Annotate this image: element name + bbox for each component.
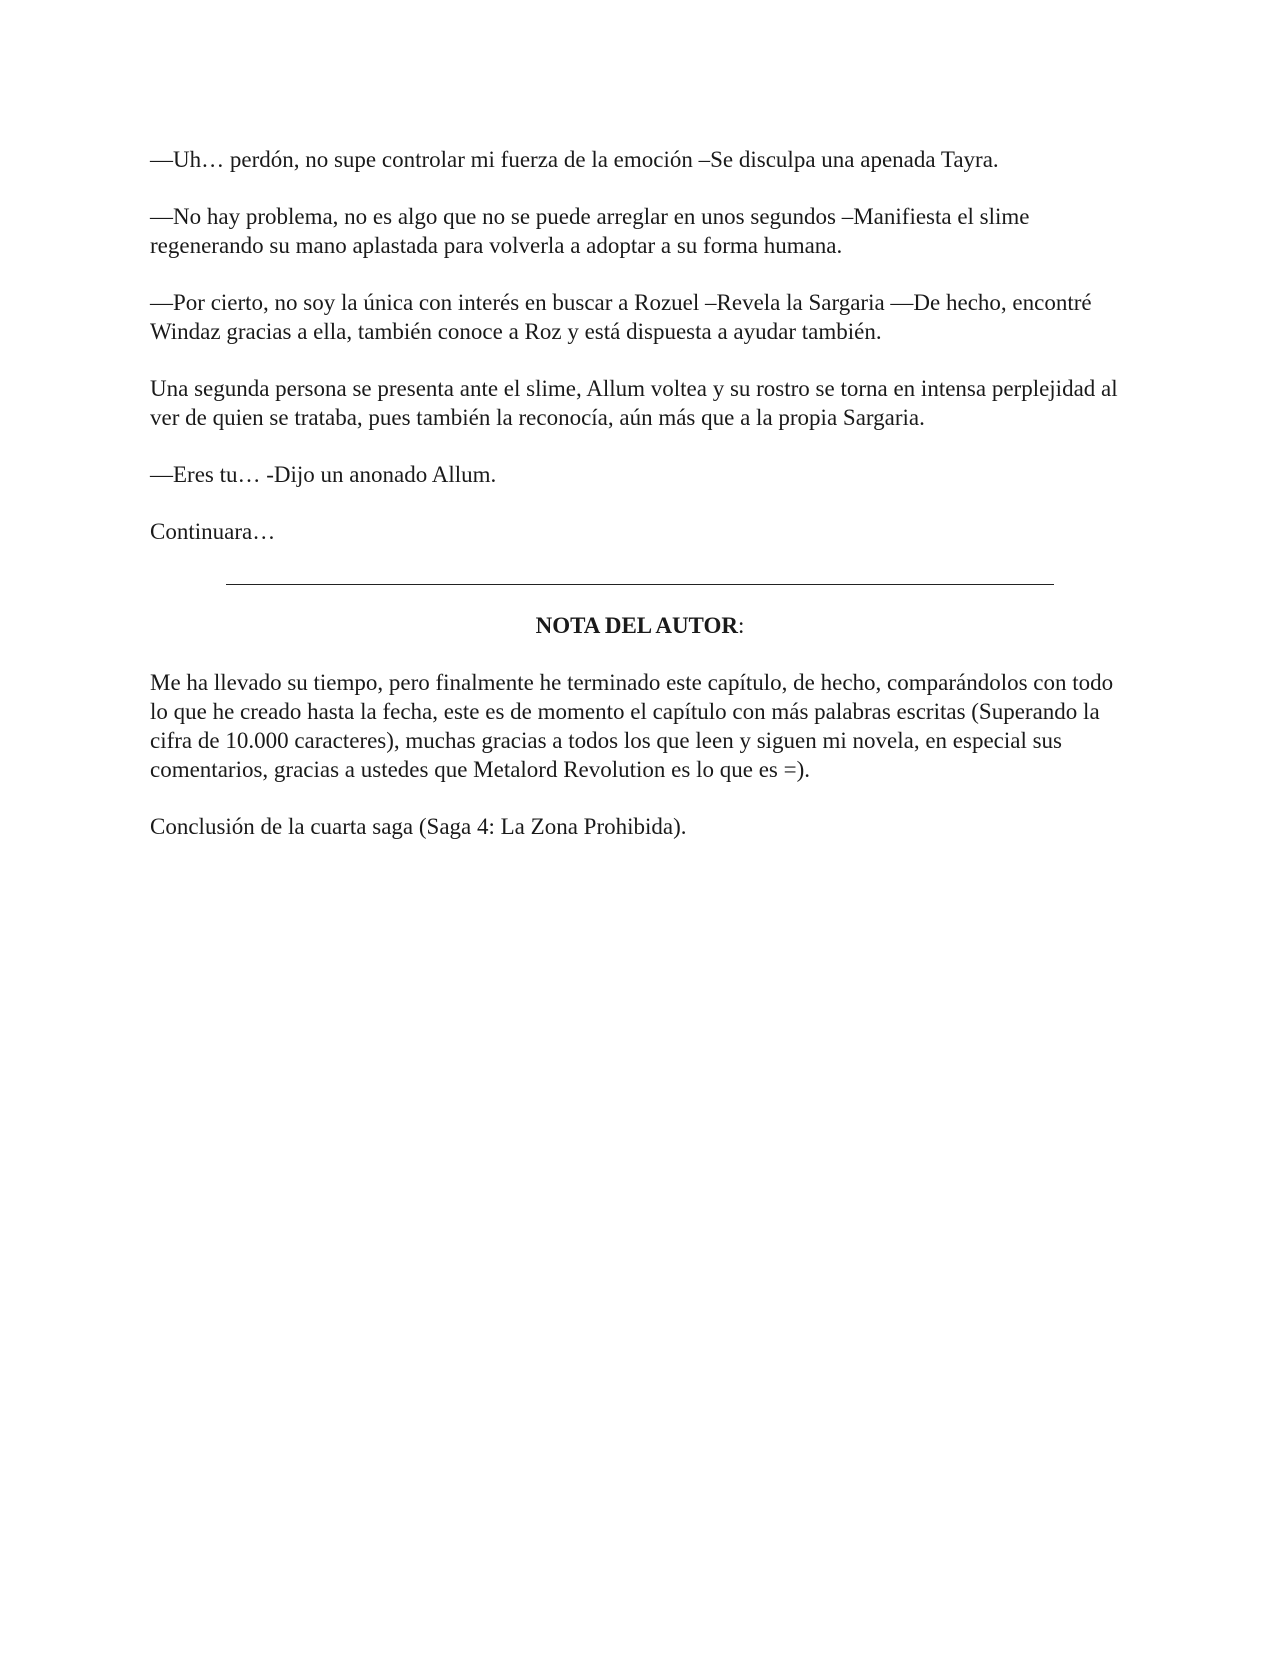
author-note-heading: [150, 611, 1130, 640]
section-divider: [226, 584, 1054, 585]
author-note-paragraph: Me ha llevado su tiempo, pero finalmente he terminado este capítulo, de hecho, comparándolos con todo lo que he creado hasta la fecha, este es de momento el capítulo con más palabras escritas (Superando la cifra de 10.000 caracteres), muchas gracias a todos los que leen y siguen mi novela, en especial sus comentarios, gracias a ustedes que Metalord Revolution es lo que es =).: [150, 670, 1114, 782]
document-page: [150, 145, 1130, 869]
story-paragraph: —No hay problema, no es algo que no se puede arreglar en unos segundos –Manifiesta el slime regenerando su mano aplastada para volverla a adoptar a su forma humana.: [150, 204, 1030, 258]
story-paragraph: —Por cierto, no soy la única con interés en buscar a Rozuel –Revela la Sargaria —De hecho, encontré Windaz gracias a ella, también conoce a Roz y está dispuesta a ayudar también.: [150, 290, 1092, 344]
story-paragraph: Continuara…: [150, 519, 276, 544]
author-note-title-colon: :: [737, 613, 745, 638]
author-note-paragraph: Conclusión de la cuarta saga (Saga 4: La Zona Prohibida).: [150, 814, 687, 839]
story-paragraph: —Eres tu… -Dijo un anonado Allum.: [150, 462, 497, 487]
author-note-title: NOTA DEL AUTOR: [535, 613, 738, 638]
story-paragraph: Una segunda persona se presenta ante el slime, Allum voltea y su rostro se torna en intensa perplejidad al ver de quien se trataba, pues también la reconocía, aún más que a la propia Sargaria.: [150, 376, 1118, 430]
story-paragraph: —Uh… perdón, no supe controlar mi fuerza de la emoción –Se disculpa una apenada Tayra.: [150, 147, 999, 172]
